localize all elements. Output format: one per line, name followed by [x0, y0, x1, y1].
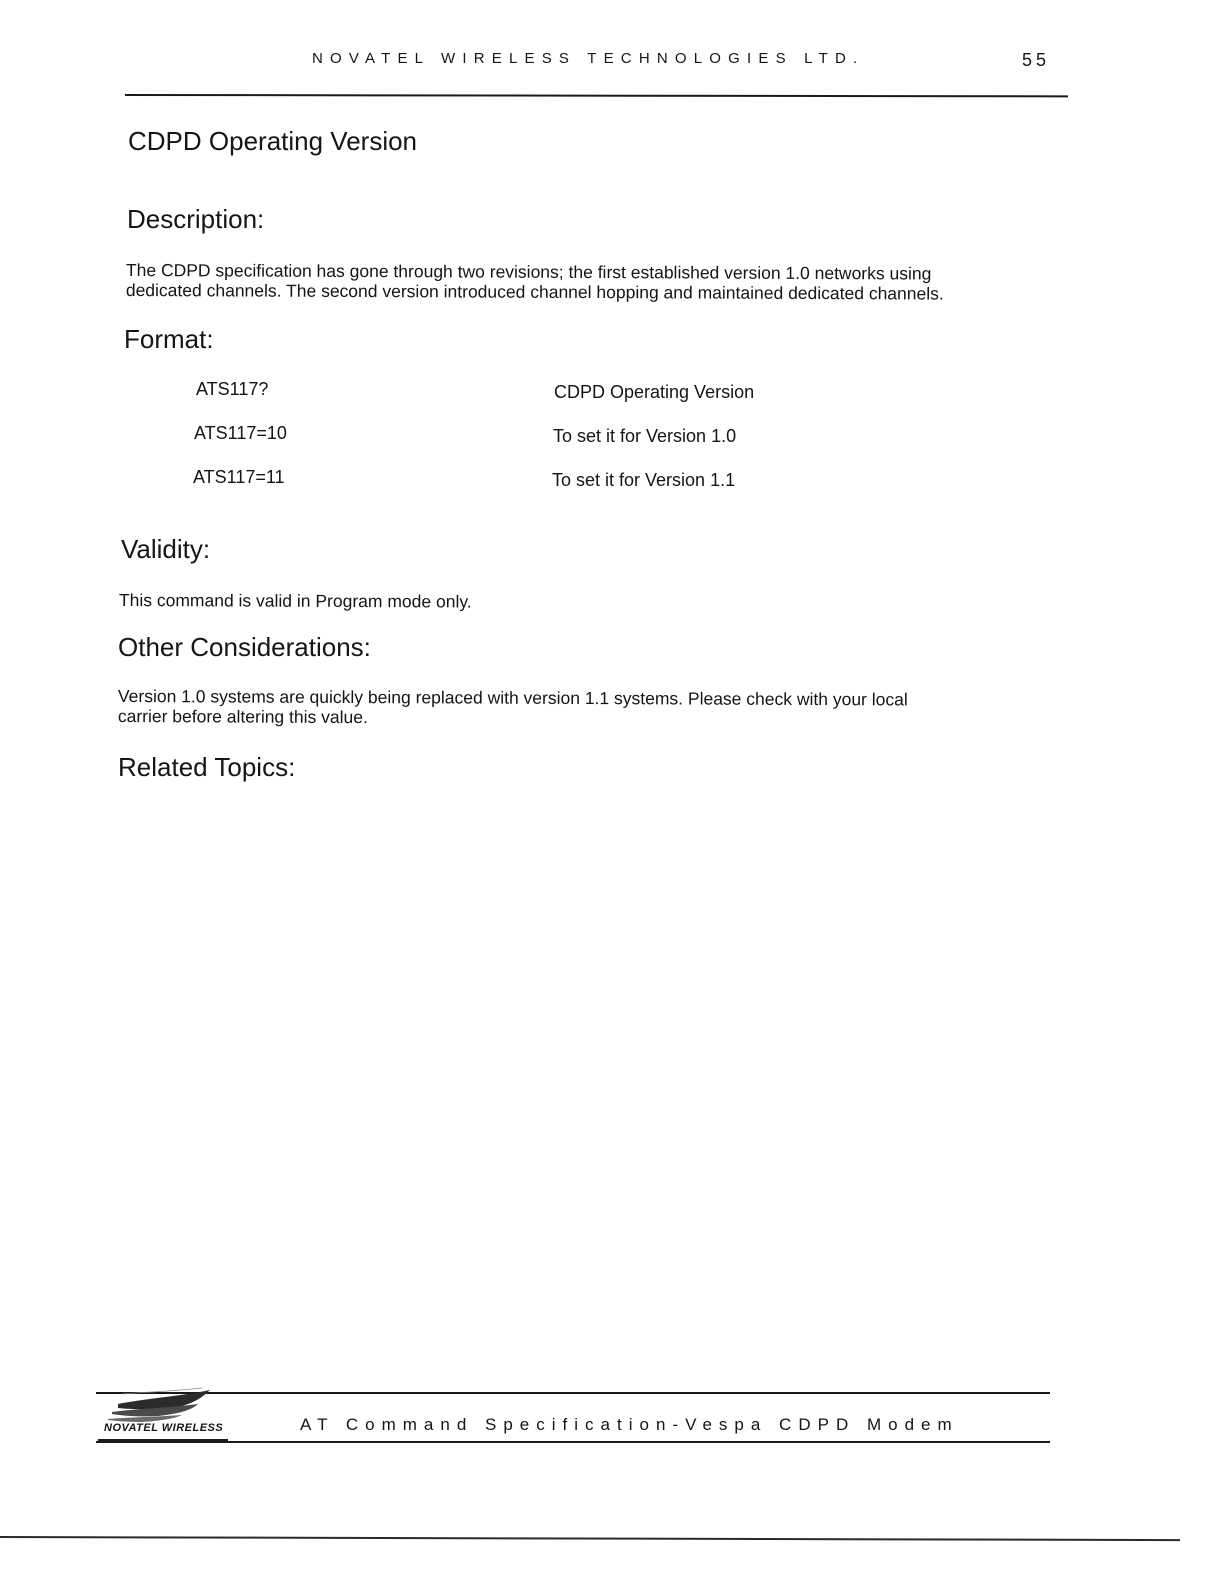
other-considerations-heading: Other Considerations: [118, 632, 371, 662]
format-command-3: ATS117=11 [193, 467, 285, 487]
description-line-2: dedicated channels. The second version introduced channel hopping and maintained dedicated channels. [125, 279, 944, 304]
page-title: CDPD Operating Version [128, 126, 418, 156]
format-meaning-2: To set it for Version 1.0 [553, 426, 737, 446]
format-heading: Format: [124, 324, 214, 354]
description-paragraph [126, 260, 944, 304]
format-command-1: ATS117? [196, 379, 269, 399]
logo-wordmark: NOVATEL WIRELESS [104, 1422, 224, 1434]
page-number: 55 [1022, 50, 1051, 70]
format-command-2: ATS117=10 [194, 423, 287, 443]
scan-edge-line [0, 1536, 1180, 1541]
other-considerations-paragraph [118, 686, 908, 729]
other-considerations-line-2: carrier before altering this value. [117, 705, 368, 728]
format-meaning-1: CDPD Operating Version [554, 382, 755, 402]
validity-heading: Validity: [121, 534, 211, 564]
description-heading: Description: [127, 204, 265, 234]
footer-rule-top [96, 1392, 1050, 1394]
novatel-logo [98, 1386, 228, 1442]
validity-text: This command is valid in Program mode only. [118, 590, 472, 612]
description-line-1: The CDPD specification has gone through two revisions; the first established version 1.0 networks using [125, 260, 932, 284]
related-topics-heading: Related Topics: [118, 752, 296, 782]
running-header: NOVATEL WIRELESS TECHNOLOGIES LTD. [312, 50, 865, 67]
header-rule [125, 94, 1068, 97]
format-meaning-3: To set it for Version 1.1 [552, 470, 736, 490]
footer-rule-bottom [96, 1441, 1050, 1443]
other-considerations-line-1: Version 1.0 systems are quickly being replaced with version 1.1 systems. Please check with your local [117, 686, 908, 710]
footer-text: AT Command Specification-Vespa CDPD Modem [300, 1415, 959, 1434]
